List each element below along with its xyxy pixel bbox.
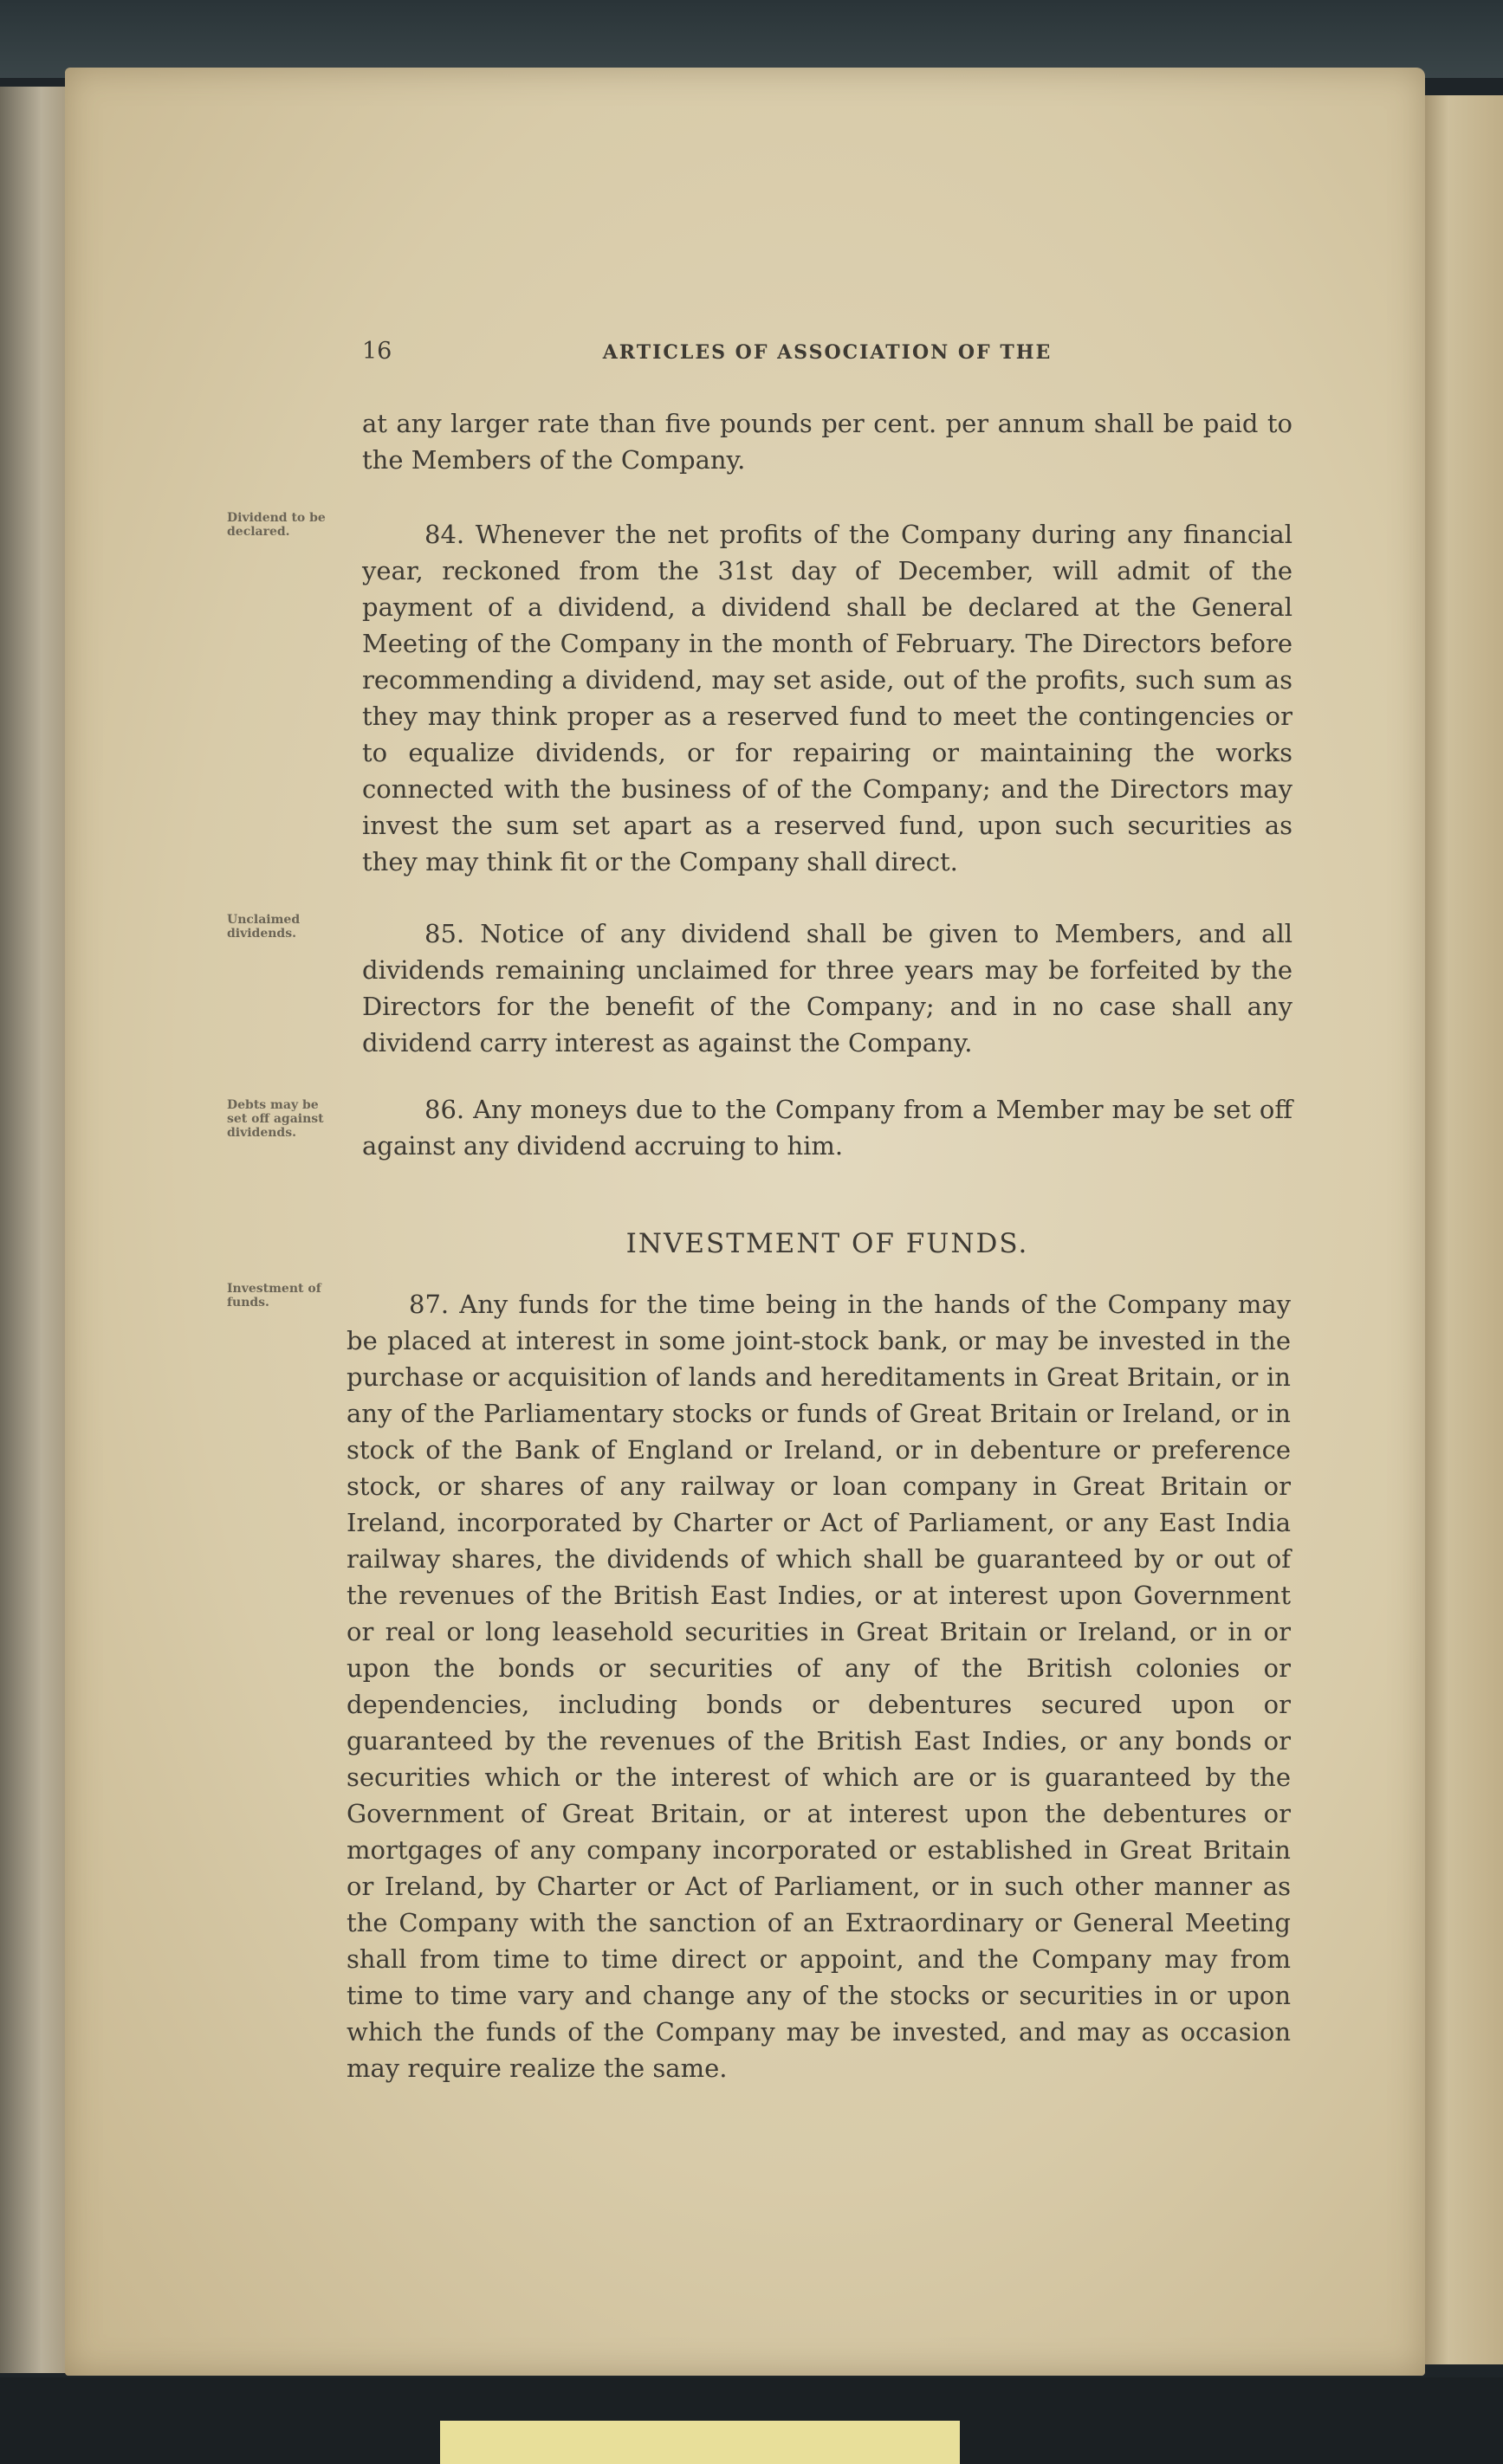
book-edge-left xyxy=(0,87,69,2373)
article-86 xyxy=(362,1091,1292,1164)
article-85 xyxy=(362,915,1292,1061)
article-87 xyxy=(347,1286,1291,2086)
margin-note-87: Investment of funds. xyxy=(227,1282,321,1310)
paragraph-text: 86. Any moneys due to the Company from a Member may be set off against any dividend accruing to him. xyxy=(362,1095,1292,1161)
paragraph-text: 84. Whenever the net profits of the Company during any financial year, reckoned from the 31st day of December, will admit of the payment of a dividend, a dividend shall be declared at the General Meeting of the Company in the month of February. The Directors before recommending a dividend, may set aside, out of the profits, such sum as they may think proper as a reserved fund to meet the contingencies or to equalize dividends, or for repairing or maintaining the works connected with the business of of the Company; and the Directors may invest the sum set apart as a reserved fund, upon such securities as they may think fit or the Company shall direct. xyxy=(362,520,1292,876)
adjacent-page-edge xyxy=(1412,95,1503,2364)
bookmark-slip xyxy=(440,2421,960,2464)
margin-note-86: Debts may be set off against dividends. xyxy=(227,1098,324,1140)
paragraph-text: at any larger rate than five pounds per cent. per annum shall be paid to the Members of the Company. xyxy=(362,409,1292,475)
margin-note-84: Dividend to be declared. xyxy=(227,511,326,539)
section-heading: INVESTMENT OF FUNDS. xyxy=(625,1228,1029,1259)
continuation-paragraph xyxy=(362,405,1292,478)
paragraph-text: 87. Any funds for the time being in the hands of the Company may be placed at interest in some joint-stock bank, or may be invested in the purchase or acquisition of lands and hereditaments in Great Britain, or in any of the Parliamentary stocks or funds of Great Britain or Ireland, or in stock of the Bank of England or Ireland, or in debenture or preference stock, or shares of any railway or loan company in Great Britain or Ireland, incorporated by Charter or Act of Parliament, or any East India railway shares, the dividends of which shall be guaranteed by or out of the revenues of the British East Indies, or at interest upon Government or real or long leasehold securities in Great Britain or Ireland, or in or upon the bonds or securities of any of the British colonies or dependencies, including bonds or debentures secured upon or guaranteed by the revenues of the British East Indies, or any bonds or securities which or the interest of which are or is guaranteed by the Government of Great Britain, or at interest upon the debentures or mortgages of any company incorporated or established in Great Britain or Ireland, by Charter or Act of Parliament, or in such other manner as the Company with the sanction of an Extraordinary or General Meeting shall from time to time direct or appoint, and the Company may from time to time vary and change any of the stocks or securities in or upon which the funds of the Company may be invested, and may as occasion may require realize the same. xyxy=(347,1290,1291,2083)
article-84 xyxy=(362,516,1292,880)
margin-note-85: Unclaimed dividends. xyxy=(227,913,301,941)
page-number: 16 xyxy=(362,338,392,365)
running-head: ARTICLES OF ASSOCIATION OF THE xyxy=(602,341,1053,364)
paragraph-text: 85. Notice of any dividend shall be given to Members, and all dividends remaining unclaimed for three years may be forfeited by the Directors for the benefit of the Company; and in no case shall any dividend carry interest as against the Company. xyxy=(362,919,1292,1057)
scanner-background-top xyxy=(0,0,1503,78)
